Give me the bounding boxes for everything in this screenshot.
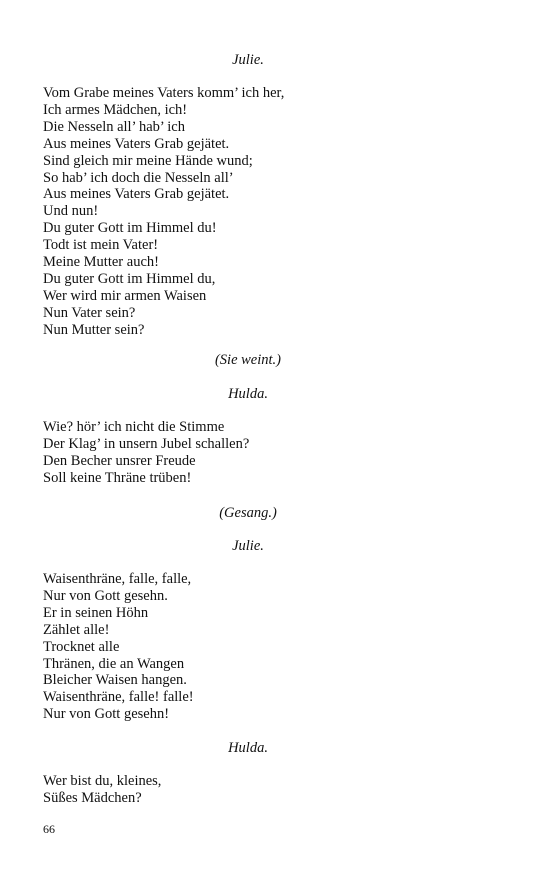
verse-line: Meine Mutter auch!	[43, 254, 159, 271]
verse-line: Wer bist du, kleines,	[43, 773, 162, 789]
verse-line: Todt ist mein Vater!	[43, 237, 159, 254]
speaker-heading-hulda-2: Hulda.	[228, 740, 268, 756]
verse-line: Er in seinen Höhn	[43, 604, 149, 621]
verse-block-hulda-2	[43, 773, 161, 807]
verse-block-hulda-1	[43, 419, 249, 487]
verse-line: Den Becher unsrer Freude	[43, 452, 196, 469]
verse-line: Die Nesseln all’ hab’ ich	[43, 118, 185, 135]
verse-line: Und nun!	[43, 203, 99, 220]
verse-block-julie-2	[43, 571, 194, 723]
verse-line: Nun Vater sein?	[43, 304, 136, 321]
verse-line: Zählet alle!	[43, 621, 110, 638]
verse-line: Nur von Gott gesehn.	[43, 587, 168, 604]
verse-line: Du guter Gott im Himmel du,	[43, 270, 216, 287]
verse-line: Süßes Mädchen?	[43, 789, 142, 806]
verse-line: Sind gleich mir meine Hände wund;	[43, 152, 253, 169]
verse-line: Du guter Gott im Himmel du!	[43, 220, 217, 237]
verse-line: Ich armes Mädchen, ich!	[43, 101, 188, 118]
verse-line: So hab’ ich doch die Nesseln all’	[43, 169, 234, 186]
verse-line: Waisenthräne, falle, falle,	[43, 571, 192, 587]
speaker-heading-julie-2: Julie.	[232, 538, 264, 554]
verse-line: Vom Grabe meines Vaters komm’ ich her,	[43, 85, 285, 101]
verse-line: Aus meines Vaters Grab gejätet.	[43, 186, 230, 203]
verse-line: Der Klag’ in unsern Jubel schallen?	[43, 435, 250, 452]
stage-direction-weeps: (Sie weint.)	[214, 352, 282, 368]
stage-direction-song: (Gesang.)	[219, 505, 277, 521]
verse-line: Wie? hör’ ich nicht die Stimme	[43, 419, 225, 435]
speaker-heading-hulda: Hulda.	[228, 386, 268, 402]
page-number: 66	[43, 822, 55, 836]
verse-line: Soll keine Thräne trüben!	[43, 469, 192, 486]
verse-line: Trocknet alle	[43, 638, 120, 655]
verse-line: Nur von Gott gesehn!	[43, 706, 170, 723]
verse-line: Thränen, die an Wangen	[43, 655, 185, 672]
verse-block-julie-1	[43, 85, 284, 339]
verse-line: Aus meines Vaters Grab gejätet.	[43, 135, 230, 152]
verse-line: Wer wird mir armen Waisen	[43, 287, 207, 304]
speaker-heading-julie: Julie.	[232, 52, 264, 68]
verse-line: Waisenthräne, falle! falle!	[43, 689, 194, 706]
verse-line: Bleicher Waisen hangen.	[43, 672, 187, 689]
verse-line: Nun Mutter sein?	[43, 321, 145, 338]
